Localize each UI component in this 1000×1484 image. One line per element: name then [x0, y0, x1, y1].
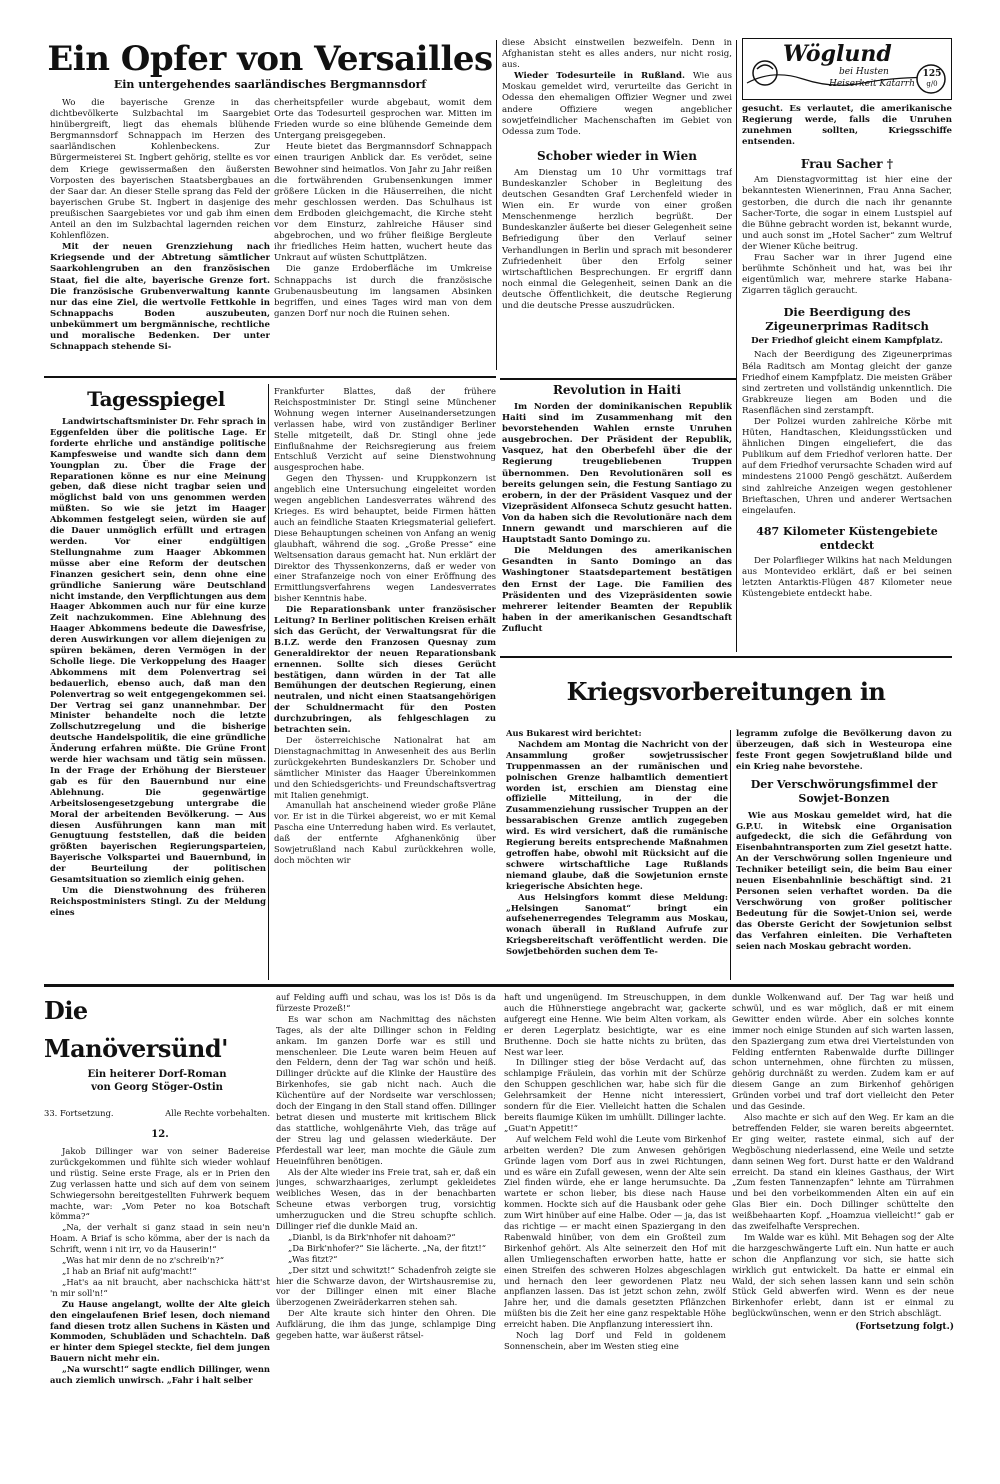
novel-paragraph: auf Felding auffi und schau, was los is! Dös is da fürzeste Prozeß!“ — [276, 992, 496, 1013]
novel-paragraph: „Na, der verhalt si ganz staad in sein neu'n Hoam. A Briaf is scho kömma, aber der is nach da Schrift, wenn i nit irr, vo da Hauserin!“ — [50, 1222, 270, 1255]
article-paragraph: Am Dienstag um 10 Uhr vormittags traf Bundeskanzler Schober in Begleitung des deutschen Gesandten Graf Lerchenfeld wieder in Wien ein. Er wurde von einer großen Menschenmenge herzlich begrüßt. Der Bundeskanzler äußerte bei dieser Gelegenheit seine Befriedigung über den Verlauf seiner Verhandlungen in Berlin und sprach mit besonderer Zufriedenheit über den Erfolg seiner wirtschaftlichen Besprechungen. Er ergriff dann noch einmal die Gelegenheit, seinen Dank an die deutsche Öffentlichkeit, die deutsche Regierung und die deutsche Presse auszudrücken. — [502, 167, 732, 311]
novel-paragraph: „Dianbl, is da Birk'nhofer nit dahoam?“ — [288, 1231, 456, 1242]
section-divider — [500, 656, 952, 658]
article-paragraph: Die ganze Erdoberfläche im Umkreise Schnappachs ist durch die französische Grubenausbeutung im langsamen Absinken begriffen, und eines Tages wird man von dem ganzen Dorf nur noch die Ruinen sehen. — [274, 264, 492, 319]
section-divider — [500, 378, 736, 380]
novel-author: von Georg Stöger-Ostin — [91, 1082, 223, 1093]
article-paragraph: cherheitspfeiler wurde abgebaut, womit dem Orte das Todesurteil gesprochen war. Mitten im Frieden wurde so eine blühende Gemeinde dem Untergang preisgegeben. — [274, 98, 492, 142]
article-haiti — [502, 382, 732, 654]
advertisement-logo — [742, 38, 952, 100]
article-paragraph: Der Polizei wurden zahlreiche Körbe mit Hüten, Handtaschen, Kleidungsstücken und ähnlichen Dingen eingeliefert, die das Publikum auf dem Friedhof verloren hatte. Der auf dem Friedhof verursachte Schaden wird auf mindestens 21000 Pengö geschätzt. Außerdem sind zahlreiche Anzeigen wegen gestohlener Brieftaschen, Uhren und anderer Wertsachen eingelaufen. — [742, 416, 952, 516]
novel-col4 — [732, 992, 954, 1448]
article-paragraph: Amanullah hat anscheinend wieder große Pläne vor. Er ist in die Türkei abgereist, wo er mit Kemal Pascha eine Unterredung haben wird. Es verlautet, daß der entfernte Afghanenkönig über Sowjetrußland nach Kabul zurückkehren wolle, doch möchten wir — [274, 800, 496, 865]
article-paragraph: Frau Sacher war in ihrer Jugend eine berühmte Schönheit und hat, was bei ihr eigentümlich war, mehrere starke Habana-Zigarren täglich geraucht. — [742, 253, 952, 297]
news-headline: Der Verschwörungsfimmel der Sowjet-Bonzen — [750, 777, 938, 805]
article-paragraph: Frankfurter Blattes, daß der frühere Reichspostminister Dr. Stingl seine Münchener Wohnung wegen interner Auseinandersetzungen verlassen habe, wird von zuständiger Berliner Stelle mitgeteilt, daß Dr. Stingl ohne jede Einflußnahme der Reichsregierung aus freiem Entschluß Verzicht auf seine Dienstwohnung ausgesprochen habe. — [274, 386, 496, 473]
novel-meta — [44, 1108, 270, 1119]
article-headline: Ein Opfer von Versailles — [47, 40, 493, 79]
news-item-text: Wie aus Moskau gemeldet wird, verurteilte das Gericht in Odessa den ehemaligen Offizier Wegner und zwei andere Offiziere wegen angeblicher sowjetfeindlicher Machenschaften im Gebiet von Odessa zum Tode. — [502, 71, 732, 137]
novel-paragraph: „Was hat mir denn de no z'schreib'n?“ — [62, 1255, 224, 1266]
novel-paragraph: „Da Birk'nhofer?“ Sie lächerte. „Na, der fitzt!“ — [288, 1242, 486, 1253]
novel-paragraph: Der Alte kraute sich hinter den Ohren. Die Aufklärung, die ihm das junge, schlampige Ding gegeben hatte, war äußerst rätsel- — [276, 1308, 496, 1341]
ad-price: 125 — [922, 69, 942, 79]
novel-paragraph: haft und ungenügend. Im Streuschuppen, in dem auch die Hühnerstiege angebracht war, gackerte aufgeregt eine Henne. Wie beim Alten vorkam, als er deren Legerplatz besichtigte, war es eine Bruthenne. Doch sie hatte nichts zu brüten, das Nest war leer. — [504, 992, 726, 1057]
news-headline: Die Beerdigung des Zigeunerprimas Raditsch — [765, 305, 929, 334]
section-divider — [44, 376, 496, 378]
novel-col3 — [504, 992, 726, 1448]
ad-line: Heiserkeit Katarrh — [829, 79, 915, 89]
article-paragraph: gesucht. Es verlautet, die amerikanische Regierung werde, falls die Unruhen zunehmen sollten, Kriegsschiffe entsenden. — [742, 104, 952, 148]
novel-paragraph: Auf welchem Feld wohl die Leute vom Birkenhof arbeiten werden? Die zum Anwesen gehörigen Gründe lagen vom Dorf aus in zwei Richtungen, und es wäre ein Zufall gewesen, wenn der Alte sein Ziel finden würde, ehe er lange herumsuchte. Da wartete er schon lieber, bis diese nach Hause kommen. Hockte sich auf die Hausbank oder gehe zum Wirt hinüber auf eine Halbe. Oder — ja, das ist das richtige — er macht einen Spaziergang in den Rabenwald hinüber, von dem ein Großteil zum Birkenhof gehört. Als Alte seinerzeit den Hof mit allen Umliegenschaften erworben hatte, hatte er einen Streifen des schweren Holzes abgeschlagen und hernach den leer gewordenen Platz neu anpflanzen lassen. Das ist jetzt schon zehn, zwölf Jahre her, und die damals gesetzten Pflänzchen müßten bis die Zeit her eine ganz respektable Höhe erreicht haben. Die Anpflanzung interessiert ihn. — [504, 1133, 726, 1330]
novel-installment: 33. Fortsetzung. — [44, 1108, 114, 1118]
article-paragraph: Am Dienstagvormittag ist hier eine der bekanntesten Wienerinnen, Frau Anna Sacher, gestorben, die durch die nach ihr genannte Sacher-Torte, die sogar in einem Lustspiel auf die Bühne gebracht worden ist, bekannt wurde, und auch sonst im „Hotel Sacher“ zum Weltruf der Wiener Küche beitrug. — [742, 175, 952, 252]
novel-paragraph: „Was fitzt?“ — [288, 1253, 338, 1264]
novel-chapter: 12. — [151, 1129, 169, 1140]
article-paragraph: Wo die bayerische Grenze in das dichtbevölkerte Sulzbachtal im Saargebiet hinübergreift, liegt das ehemals blühende Bergmannsdorf Schnappach im Herzen des saarländischen Kohlenbeckens. Zur Bürgermeisterei St. Ingbert gehörig, stellte es vor dem Kriege gewissermaßen den äußersten Vorposten des bayerischen Staatsbergbaues an der Saar dar. An dieser Stelle sprang das Feld der bayerischen Grube St. Ingbert in dasjenige des preußischen Saargebietes vor und gab ihm einen Anteil an den im Sulzbachtal lagernden reichen Kohlenflözen. — [50, 98, 270, 242]
ad-title: Wöglund — [783, 41, 892, 67]
column-divider — [496, 40, 497, 370]
column4-news — [742, 104, 952, 652]
russia-col1 — [506, 728, 728, 980]
section-headline: Tagesspiegel — [87, 387, 225, 411]
novel-paragraph: In Dillinger stieg der böse Verdacht auf, das schlampige Fräulein, das vorhin mit der Schürze den Schuppen geschlichen war, habe sich für die Gelehrsamkeit der Henne nicht interessiert, sondern für die Eier. Vielleicht hatten die Schalen bereits flaumige Küken im umhüllt. Dillinger lachte. „Guat'n Appetit!“ — [504, 1057, 726, 1133]
novel-paragraph: „Der sitzt und schwitzt!“ Schadenfroh zeigte sie hier die Schwarze davon, der Wirtshausremise zu, vor der Dillinger einen mit einer Blache überzogenen Zweiräderkarren stehen sah. — [276, 1264, 496, 1308]
article-paragraph: Aus Helsingfors kommt diese Meldung: „Helsingen Sanomat“ bringt ein aufsehenerregendes Telegramm aus Moskau, wonach überall in Rußland Aufrufe zur Kriegsbereitschaft veröffentlicht werden. Die Sowjetbehörden suchen dem Te- — [506, 891, 728, 957]
news-headline: Revolution in Haiti — [552, 383, 682, 397]
news-subheadline: Der Friedhof gleicht einem Kampfplatz. — [751, 336, 943, 347]
novel-paragraph: dunkle Wolkenwand auf. Der Tag war heiß und schwül, und es war möglich, daß er mit einem Gewitter enden würde. Aber ein solches konnte immer noch einige Stunden auf sich warten lassen, den Spaziergang zum etwa drei Viertelstunden von Felding entfernten Rabenwalde durfte Dillinger schon unternehmen, ohne fürchten zu müssen, gehörig durchnäßt zu werden. Zudem kam er auf diesem Gange an zum Birkenhof gehörigen Gründen vorbei und traf dort vielleicht den Peter und das Gesinde. — [732, 992, 954, 1112]
article-paragraph: legramm zufolge die Bevölkerung davon zu überzeugen, daß sich in Westeuropa eine feste Front gegen Sowjetrußland bilde und ein Krieg nahe bevorstehe. — [736, 728, 952, 771]
novel-paragraph: Jakob Dillinger war von seiner Badereise zurückgekommen und fühlte sich wieder wohlauf und rüstig. Seine erste Frage, als er in Prien den Zug verlassen hatte und sich auf dem von seinem Schwiegersohn bereitgestellten Fuhrwerk bequem machte, war: „Vom Peter no koa Botschaft kömma?“ — [50, 1146, 270, 1222]
article-paragraph: Der österreichische Nationalrat hat am Dienstagnachmittag in Anwesenheit des aus Berlin zurückgekehrten Bundeskanzlers Dr. Schober und sämtlicher Minister das Haager Übereinkommen und den Schiedsgerichts- und Freundschaftsvertrag mit Italien genehmigt. — [274, 735, 496, 800]
novel-title: Die Manöversünd' — [44, 996, 228, 1063]
novel-paragraph: Noch lag Dorf und Feld in goldenem Sonnenschein, aber im Westen stieg eine — [504, 1330, 726, 1351]
novel-paragraph: Als der Alte wieder ins Freie trat, sah er, daß ein junges, schwarzhaariges, zerlumpt gekleidetes weibliches Wesen, das in der benachbarten Scheune etwas verborgen trug, vorsichtig umherzugucken und die Streu schupfte schlich. Dillinger rief die dunkle Maid an. — [276, 1166, 496, 1232]
tagesspiegel-col1 — [50, 416, 266, 980]
news-headline: 487 Kilometer Küstengebiete entdeckt — [756, 524, 938, 552]
russia-col2 — [736, 728, 952, 980]
novel-paragraph: Es war schon am Nachmittag des nächsten Tages, als der alte Dillinger schon in Felding ankam. Im ganzen Dorfe war es still und menschenleer. Die Leute waren beim Heuen auf den Feldern, denn der Tag war schön und heiß. Dillinger drückte auf die Klinke der Haustüre des Birkenhofes, sie gab nicht nach. Auch die Küchentüre auf der Nordseite war verschlossen; doch der Eingang in den Stall stand offen. Dillinger betrat diesen und musterte mit kritischem Blick das stattliche, wohlgenährte Vieh, das träge auf der Streu lag und gelassen wiederkäute. Der Pferdestall war leer, man mochte die Gäule zum Heueinführen benötigen. — [276, 1013, 496, 1166]
column-divider — [736, 40, 737, 652]
novel-paragraph: „Na wurscht!“ sagte endlich Dillinger, wenn auch ziemlich unwirsch. „Fahr i halt selber — [50, 1364, 270, 1386]
column-divider — [730, 730, 731, 980]
article-lead: Aus Bukarest wird berichtet: — [506, 728, 642, 738]
article-paragraph: diese Absicht einstweilen bezweifeln. Denn in Afghanistan steht es alles anders, nur nicht rosig, aus. — [502, 38, 732, 71]
article-paragraph: Um die Dienstwohnung des früheren Reichspostministers Stingl. Zu der Meldung eines — [50, 884, 266, 917]
novel-rights: Alle Rechte vorbehalten. — [165, 1108, 270, 1118]
article-paragraph: Gegen den Thyssen- und Kruppkonzern ist angeblich eine Untersuchung eingeleitet worden wegen angeblichen Landesverrates während des Krieges. Es wird behauptet, beide Firmen hätten auch an feindliche Staaten Kriegsmaterial geliefert. Diese Behauptungen scheinen von Anfang an wenig glaubhaft, während die sog. „Große Presse“ eine Weltsensation daraus gemacht hat. Nun erklärt der Direktor des Thyssenkonzerns, daß er weder von einer Strafanzeige noch von einer Eröffnung des Ermittlungsverfahrens wegen Landesverrates bisher Kenntnis habe. — [274, 473, 496, 604]
article-paragraph: Der Polarflieger Wilkins hat nach Meldungen aus Montevideo erklärt, daß er bei seinen letzten Antarktis-Flügen 487 Kilometer neue Küstengebiete entdeckt habe. — [742, 555, 952, 600]
news-headline: Schober wieder in Wien — [537, 148, 697, 163]
novel-paragraph: „I hab an Briaf nit aufg'macht!“ — [62, 1265, 197, 1276]
article-subheadline: Ein untergehendes saarländisches Bergmannsdorf — [113, 78, 427, 91]
tagesspiegel-header — [44, 386, 268, 412]
novel-paragraph: „Hat's aa nit braucht, aber nachschicka hätt'st 'n mir soll'n!“ — [50, 1276, 270, 1298]
article-paragraph: Mit der neuen Grenzziehung nach Kriegsende und der Abtretung sämtlicher Saarkohlengruben an den französischen Staat, fiel die alte, bayerische Grenze fort. Die französische Grubenverwaltung kannte nur das eine Ziel, die wertvolle Fettkohle in Schnappachs Boden auszubeuten, unbekümmert um bergmännische, rechtliche und moralische Bedenken. Der unter Schnappach stehende Si- — [50, 242, 270, 353]
tagesspiegel-col2 — [274, 386, 496, 980]
novel-paragraph: Also machte er sich auf den Weg. Er kam an die betreffenden Felder, sie waren bereits abgeerntet. Er ging weiter, rastete einmal, sich auf der Wegböschung niederlassend, eine Weile und setzte dann seinen Weg fort. Durst hatte er den Waldrand erreicht. Da stand ein kleines Gasthaus, der Wirt „Zum festen Tannenzapfen“ lehnte am Türrahmen und bei den vorbeikommenden Alten ein auf ein Glas Bier ein. Doch Dillinger schüttelte den weißbehaarten Kopf. „Hoamzua vielleicht!“ gab er das zweifelhafte Versprechen. — [732, 1111, 954, 1232]
ad-price-unit: g/0 — [926, 80, 938, 88]
section-divider — [44, 984, 954, 987]
novel-header — [44, 992, 270, 1124]
article-paragraph: Die Reparationsbank unter französischer Leitung? In Berliner politischen Kreisen erhält sich das Gerücht, der Verwaltungsrat für die B.I.Z. werde den Franzosen Quesnay zum Generaldirektor der neuen Reparationsbank ernennen. Sollte sich dieses Gerücht bestätigen, dann würden in der Tat alle Bemühungen der deutschen Regierung, einen neutralen, und nicht einen Staatsangehörigen der Schuldnermacht für den Posten durchzubringen, als fehlgeschlagen zu betrachten sein. — [274, 604, 496, 735]
article-versailles-header — [44, 40, 496, 92]
article-versailles-col2 — [274, 98, 492, 374]
novel-reprint — [44, 1123, 270, 1124]
ad-line: bei Husten — [839, 67, 889, 77]
russia-header — [500, 664, 952, 724]
article-paragraph: Nachdem am Montag die Nachricht von der Ansammlung großer sowjetrussischer Truppenmassen an der rumänischen und polnischen Grenze halbamtlich dementiert worden ist, erschien am Dienstag eine offizielle Mitteilung, in der die Zusammenziehung russischer Truppen an der bessarabischen Grenze amtlich zugegeben wird. Es wird versichert, daß die rumänische Regierung bereits entsprechende Maßnahmen getroffen habe, obwohl mit Rücksicht auf die schwere wirtschaftliche Lage Rußlands niemand glaube, daß die Sowjetunion ernste kriegerische Absichten hege. — [506, 738, 728, 891]
article-paragraph: Landwirtschaftsminister Dr. Fehr sprach in Eggenfelden über die politische Lage. Er forderte ehrliche und anständige politische Kampfesweise und wandte sich dann dem Youngplan zu. Über die Frage der Reparationen könne es nur eine Meinung geben, daß diese nicht tragbar seien und möglichst bald von uns genommen werden müßten. So wie sie jetzt im Haager Abkommen festgelegt seien, würden sie auf die Dauer unmöglich erfüllt und ertragen werden. Vor einer endgültigen Stellungnahme zum Haager Abkommen müsse aber eine Reform der deutschen Finanzen gesichert sein, denn ohne eine gründliche Sanierung wäre Deutschland nicht imstande, den Verpflichtungen aus dem Haager Abkommen auch nur für eine kurze Zeit nachzukommen. Eine Ablehnung des Haager Abkommens bedeute die Dawesfrise, deren Auswirkungen vor allem diejenigen zu spüren bekämen, deren Vermögen in der Scholle liege. Die Verkoppelung des Haager Abkommens mit dem Polenvertrag sei bedauerlich, ebenso auch, daß man den Polenvertrag so weit entgegengekommen sei. Der Vertrag sei ganz unannehmbar. Der Minister behandelte noch die letzte Zollschutzregelung und die bisherige deutsche Handelspolitik, die eine gründliche Änderung erfahren müßte. Die Grüne Front werde hier wachsam und tätig sein müssen. In der Frage der Erhöhung der Biersteuer gab es für den Bauernbund nur eine Ablehnung. Die gegenwärtige Arbeitslosengesetzgebung untergrabe die Moral der arbeitenden Bevölkerung. — Aus diesen Ausführungen kann man mit Genugtuung feststellen, daß die beiden größten bayerischen Regierungsparteien, Bayerische Volkspartei und Bauernbund, in der Beurteilung der politischen Gesamtsituation so ziemlich einig gehen. — [50, 416, 266, 885]
novel-col2 — [276, 992, 496, 1448]
article-paragraph: Die Meldungen des amerikanischen Gesandten in Santo Domingo an das Washingtoner Staatsdepartement bestätigen den Ernst der Lage. Die Familien des Präsidenten und des Vizepräsidenten sowie mehrerer leitender Beamten der Republik haben in der amerikanischen Gesandtschaft Zuflucht — [502, 546, 732, 634]
novel-subtitle: Ein heiterer Dorf-Roman — [87, 1069, 227, 1080]
novel-paragraph: Im Walde war es kühl. Mit Behagen sog der Alte die harzgeschwängerte Luft ein. Nun hatte er auch schon die Anpflanzung vor sich, sie hatte sich wirklich gut entwickelt. Da hatte er einmal ein Wald, der sich sehen lassen kann und sein schön Stück Geld abwerfen wird. Wenn es der neue Birkenhofer erlebt, dann ist er einmal zu beglückwünschen, wenn er den Strich abschlägt. — [732, 1231, 954, 1319]
novel-paragraph: Zu Hause angelangt, wollte der Alte gleich den eingelaufenen Brief lesen, doch niemand fand diesen trotz allen Suchens in Kästen und Kommoden, Schubläden und Schachteln. Daß er hinter dem Spiegel steckte, fiel dem jungen Bauern nicht mehr ein. — [50, 1298, 270, 1364]
news-item-title: Wieder Todesurteile in Rußland. — [514, 71, 685, 82]
novel-continued: (Fortsetzung folgt.) — [855, 1322, 954, 1333]
column3-news — [502, 38, 732, 376]
article-paragraph: Heute bietet das Bergmannsdorf Schnappach einen traurigen Anblick dar. Es verödet, seine Bewohner sind heimatlos. Von Jahr zu Jahr reißen die fortwährenden Grubensenkungen immer größere Lücken in die Häuserreihen, die nicht mehr geschlossen werden. Das Schulhaus ist dem Erdboden gleichgemacht, die Kirche steht vor dem Einsturz, zahlreiche Häuser sind abgebrochen, und wo früher fleißige Bergleute ihr friedliches Heim hatten, wuchert heute das Unkraut auf wüsten Schuttplätzen. — [274, 142, 492, 264]
article-versailles-col1 — [50, 98, 270, 374]
news-headline: Frau Sacher † — [800, 157, 894, 172]
article-paragraph: Im Norden der dominikanischen Republik Haiti sind im Zusammenhang mit den bevorstehenden Wahlen ernste Unruhen ausgebrochen. Der Präsident der Republik, Vasquez, hat den Oberbefehl über die der Regierung treugebliebenen Truppen übernommen. Den Revolutionären soll es bereits gelungen sein, die Festung Santiago zu erobern, in der der Präsident Vasquez und der Vizepräsident Alfonseca Schutz gesucht hatten. Von da haben sich die Revolutionäre nach dem Innern gewandt und marschieren auf die Hauptstadt Santo Domingo zu. — [502, 402, 732, 546]
novel-col1 — [50, 1128, 270, 1448]
article-headline: Kriegsvorbereitungen in — [566, 677, 886, 706]
column-divider — [268, 384, 269, 980]
article-paragraph: Wie aus Moskau gemeldet wird, hat die G.P.U. in Witebsk eine Organisation aufgedeckt, die sich die Gefährdung von Eisenbahntransporten zum Ziel gesetzt hatte. An der Verschwörung sollen Ingenieure und Techniker beteiligt sein, die beim Bau einer neuen Eisenbahnlinie beschäftigt sind. 21 Personen seien verhaftet worden. Da die Verschwörung von großer politischer Bedeutung für die Sowjet-Union sei, werde das Oberste Gericht der Sowjetunion selbst das Verfahren einleiten. Die Verhafteten seien nach Moskau gebracht worden. — [736, 809, 952, 951]
article-paragraph: Nach der Beerdigung des Zigeunerprimas Béla Raditsch am Montag gleicht der ganze Friedhof einem Kampfplatz. Die meisten Gräber sind zertreten und vollständig unkenntlich. Die Grabkreuze liegen am Boden und die Rasenflächen sind zerstampft. — [742, 350, 952, 416]
